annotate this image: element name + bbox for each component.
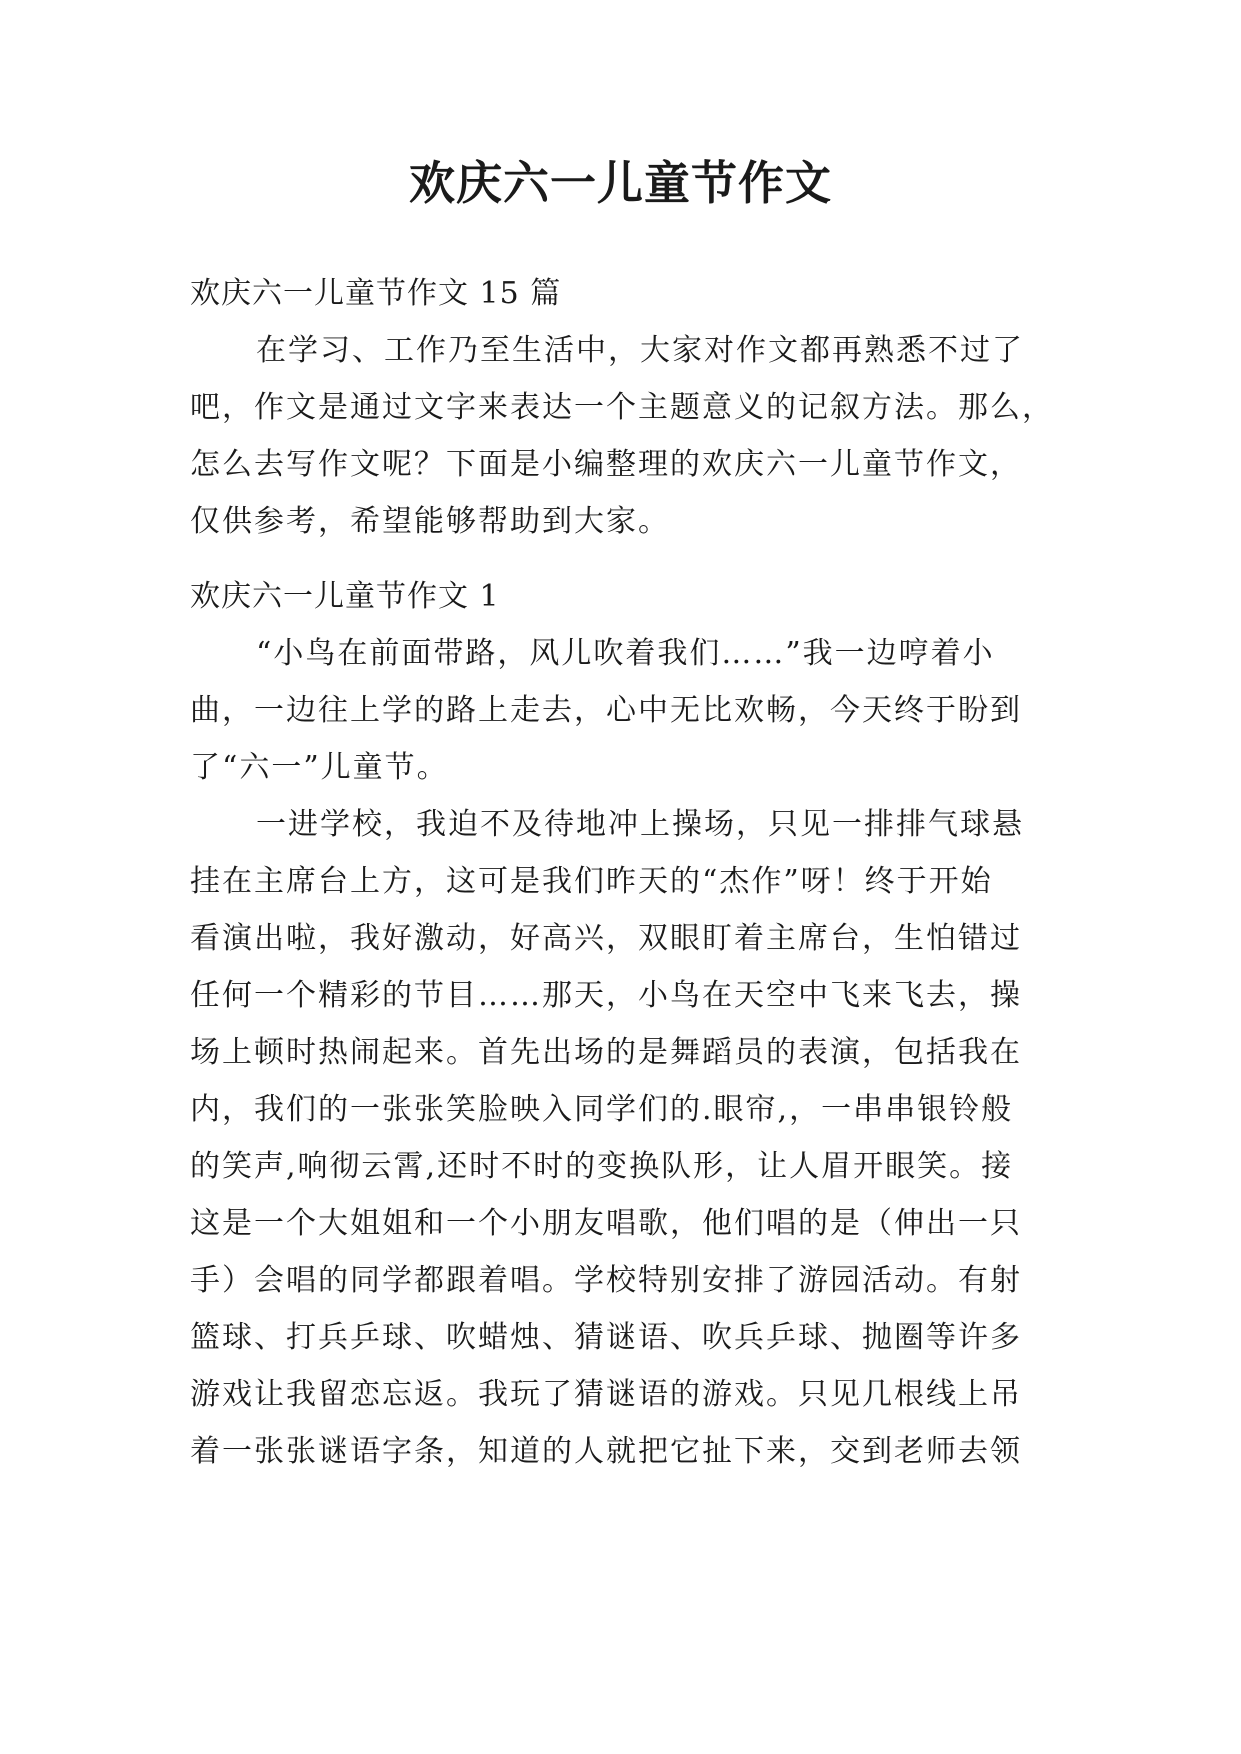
document-title: 欢庆六一儿童节作文 [409,156,832,210]
paragraph-line: 曲，一边往上学的路上走去，心中无比欢畅，今天终于盼到 [190,693,1022,728]
paragraph-line: 一进学校，我迫不及待地冲上操场，只见一排排气球悬 [256,807,1024,842]
paragraph-line: “小鸟在前面带路，风儿吹着我们……”我一边哼着小 [256,636,995,671]
paragraph-line: 挂在主席台上方，这可是我们昨天的“杰作”呀！终于开始 [190,864,993,899]
paragraph-line: 游戏让我留恋忘返。我玩了猜谜语的游戏。只见几根线上吊 [190,1377,1022,1412]
paragraph-line: 着一张张谜语字条，知道的人就把它扯下来，交到老师去领 [190,1434,1022,1469]
paragraph-line: 这是一个大姐姐和一个小朋友唱歌，他们唱的是（伸出一只 [190,1206,1022,1241]
paragraph-line: 场上顿时热闹起来。首先出场的是舞蹈员的表演，包括我在 [190,1035,1022,1070]
paragraph-line: 任何一个精彩的节目……那天，小鸟在天空中飞来飞去，操 [190,978,1022,1013]
section-1 [190,568,1070,1480]
intro-line: 在学习、工作乃至生活中，大家对作文都再熟悉不过了 [256,333,1024,368]
paragraph-line: 手）会唱的同学都跟着唱。学校特别安排了游园活动。有射 [190,1263,1022,1298]
paragraph-line: 了“六一”儿童节。 [190,750,449,785]
intro-line: 怎么去写作文呢？下面是小编整理的欢庆六一儿童节作文， [190,447,1022,482]
intro-line: 仅供参考，希望能够帮助到大家。 [190,504,670,539]
paragraph-line: 看演出啦，我好激动，好高兴，双眼盯着主席台，生怕错过 [190,921,1022,956]
intro-block [190,265,1070,550]
section-heading: 欢庆六一儿童节作文 1 [190,579,500,614]
paragraph-line: 的笑声,响彻云霄,还时不时的变换队形，让人眉开眼笑。接 [190,1149,1014,1184]
paragraph-line: 内，我们的一张张笑脸映入同学们的.眼帘,，一串串银铃般 [190,1092,1014,1127]
intro-line: 吧，作文是通过文字来表达一个主题意义的记叙方法。那么， [190,390,1054,425]
subtitle: 欢庆六一儿童节作文 15 篇 [190,276,562,311]
paragraph-line: 篮球、打兵乒球、吹蜡烛、猜谜语、吹兵乒球、抛圈等许多 [190,1320,1022,1355]
